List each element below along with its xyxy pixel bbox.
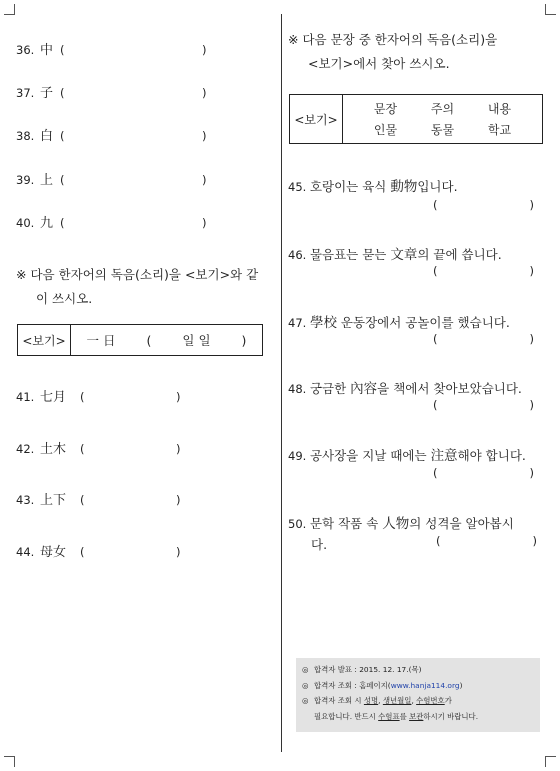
question-36: 36. 中 ( ) bbox=[16, 39, 207, 58]
choices-grid bbox=[343, 95, 543, 144]
sentence-49: 49. 공사장을 지날 때에는 注意해야 합니다. bbox=[288, 448, 526, 464]
bullet-icon: ◎ bbox=[302, 680, 309, 690]
hanja-word: 上下 bbox=[40, 493, 67, 508]
website-link[interactable]: www.hanja114.org bbox=[390, 680, 460, 690]
question-43: 43. 上下 ( ) bbox=[16, 489, 181, 508]
hanja-word: 注意 bbox=[430, 448, 458, 464]
hanja-word: 內容 bbox=[350, 381, 378, 397]
crop-mark-top-left bbox=[4, 4, 15, 15]
answer-blank-46: ( ) bbox=[433, 264, 534, 278]
question-44: 44. 母女 ( ) bbox=[16, 541, 181, 560]
choice-word: 주의 bbox=[430, 102, 455, 116]
hanja-word: 人物 bbox=[382, 516, 410, 532]
choices-box bbox=[289, 94, 543, 144]
sentence-46: 46. 물음표는 묻는 文章의 끝에 씁니다. bbox=[288, 247, 502, 263]
example-content: 一 日 ( 일 일 ) bbox=[71, 325, 263, 356]
sentence-50-continued: 다. bbox=[311, 537, 328, 552]
question-40: 40. 九 ( ) bbox=[16, 212, 207, 231]
answer-blank-45: ( ) bbox=[433, 198, 534, 212]
notice-line: ◎ 합격자 조회 : 홈페이지(www.hanja114.org) bbox=[302, 678, 536, 694]
hanja-word: 文章 bbox=[390, 247, 418, 263]
hanja: 九 bbox=[40, 216, 54, 231]
crop-mark-bottom-right bbox=[545, 756, 556, 767]
example-hanja: 一 日 bbox=[86, 333, 116, 348]
sentence-47: 47. 學校 운동장에서 공놀이를 했습니다. bbox=[288, 315, 510, 331]
choice-word: 내용 bbox=[487, 102, 512, 116]
answer-blank-50: ( ) bbox=[436, 534, 537, 548]
notice-line: ◎ 합격자 조회 시 성명, 생년월일, 수험번호가 bbox=[302, 693, 536, 709]
choices-label: <보기> bbox=[290, 95, 343, 144]
choice-word: 인물 bbox=[373, 123, 398, 137]
hanja-word: 學校 bbox=[309, 315, 337, 331]
answer-blank-49: ( ) bbox=[433, 466, 534, 480]
question-42: 42. 土木 ( ) bbox=[16, 438, 181, 457]
column-divider bbox=[281, 14, 282, 752]
hanja: 上 bbox=[40, 173, 54, 188]
hanja-word: 母女 bbox=[40, 545, 67, 560]
example-answer: 일 일 bbox=[182, 333, 211, 348]
bullet-icon: ◎ bbox=[302, 696, 309, 705]
crop-mark-bottom-left bbox=[4, 756, 15, 767]
crop-mark-top-right bbox=[545, 4, 556, 15]
example-box bbox=[17, 324, 263, 356]
hanja-word: 動物 bbox=[390, 179, 418, 195]
sentence-48: 48. 궁금한 內容을 책에서 찾아보았습니다. bbox=[288, 381, 522, 397]
question-37: 37. 子 ( ) bbox=[16, 82, 207, 101]
bullet-icon: ◎ bbox=[302, 665, 309, 674]
sentence-50: 50. 문학 작품 속 人物의 성격을 알아봅시 bbox=[288, 516, 514, 532]
notice-line: ◎ 합격자 발표 : 2015. 12. 17.(목) bbox=[302, 662, 536, 678]
hanja-word: 土木 bbox=[40, 442, 67, 457]
question-41: 41. 七月 ( ) bbox=[16, 386, 181, 405]
question-39: 39. 上 ( ) bbox=[16, 169, 207, 188]
hanja-word: 七月 bbox=[40, 390, 67, 405]
answer-blank-47: ( ) bbox=[433, 332, 534, 346]
sentence-45: 45. 호랑이는 육식 動物입니다. bbox=[288, 179, 458, 195]
left-instruction: ※ 다음 한자어의 독음(소리)을 <보기>와 같 이 쓰시오. bbox=[16, 267, 259, 306]
notice-line: 필요합니다. 반드시 수험표를 보관하시기 바랍니다. bbox=[314, 711, 479, 721]
choice-word: 문장 bbox=[373, 102, 398, 116]
example-label: <보기> bbox=[18, 325, 71, 356]
hanja: 中 bbox=[40, 43, 54, 58]
notice-box bbox=[296, 658, 540, 732]
question-38: 38. 白 ( ) bbox=[16, 125, 207, 144]
choice-word: 동물 bbox=[430, 123, 455, 137]
hanja: 子 bbox=[40, 86, 54, 101]
answer-blank-48: ( ) bbox=[433, 398, 534, 412]
choice-word: 학교 bbox=[487, 123, 512, 137]
hanja: 白 bbox=[40, 129, 54, 144]
right-instruction: ※ 다음 문장 중 한자어의 독음(소리)을 <보기>에서 찾아 쓰시오. bbox=[288, 32, 498, 71]
